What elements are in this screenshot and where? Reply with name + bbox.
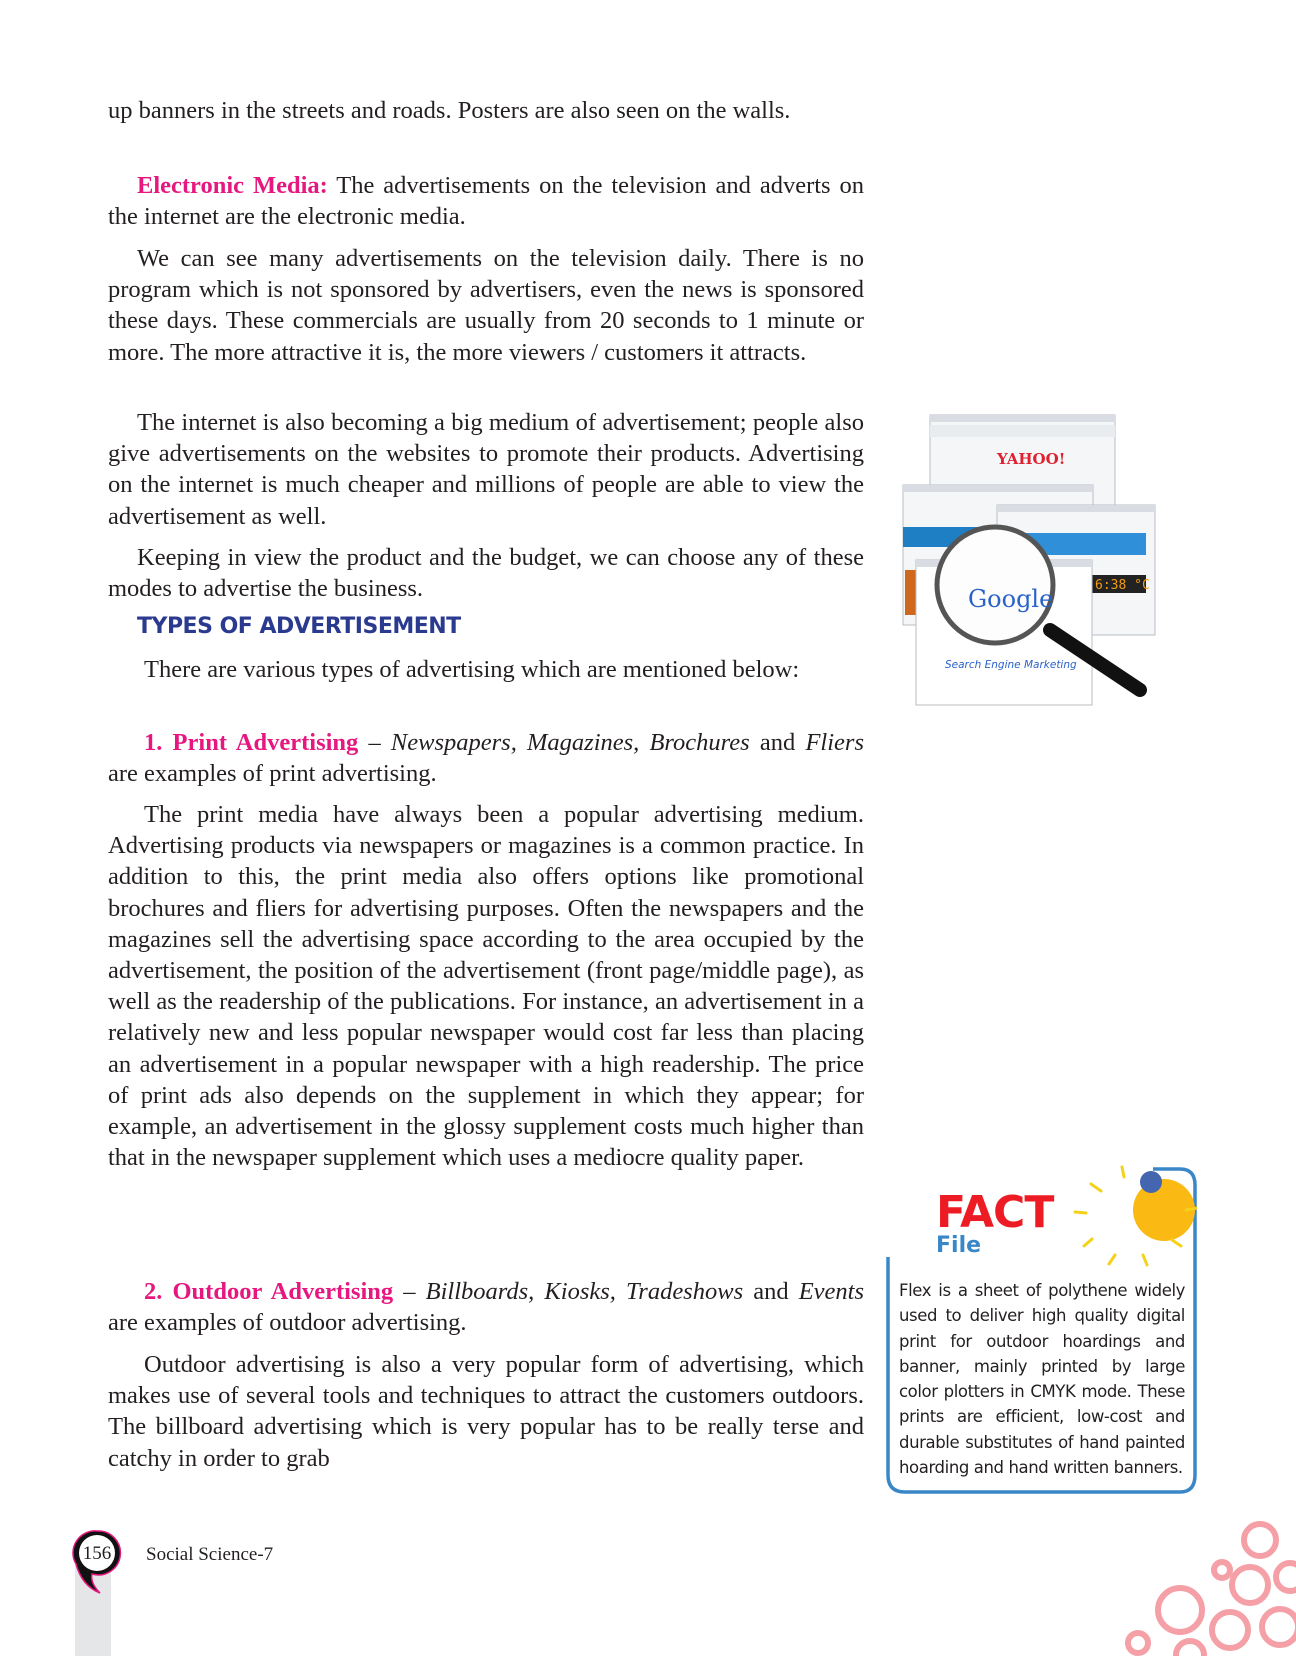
decorative-bubbles <box>1120 1515 1296 1656</box>
paragraph-text: are examples of print advertising. <box>108 760 437 788</box>
fact-file-box <box>885 1165 1197 1495</box>
paragraph-outdoor-description <box>108 1349 864 1474</box>
paragraph-print-advertising <box>108 727 864 789</box>
paragraph-text: The print media have always been a popular advertising medium. Advertising products via newspapers or magazines is a common practice. In addition to this, the print media also offers options like promotional brochures and fliers for advertising purposes. Often the newspapers and the magazines sell the advertising space according to the area occupied by the advertisement, the position of the advertisement (front page/middle page), as well as the readership of the publications. For instance, an advertisement in a relatively new and less popular newspaper would cost far less than placing an advertisement in a popular newspaper with a high readership. The price of print ads also depends on the supplement in which they appear; for example, an advertisement in the glossy supplement costs much higher than that in the newspaper supplement which uses a mediocre quality paper. <box>108 801 864 1172</box>
paragraph-electronic-media <box>108 170 864 232</box>
conjunction: and <box>743 1278 799 1305</box>
svg-text:6:38 °C: 6:38 °C <box>1095 578 1150 593</box>
conjunction: and <box>749 729 806 756</box>
paragraph-print-media <box>108 799 864 1173</box>
fact-text: Flex is a sheet of polythene widely used to deliver high quality digital print for outdoor hoardings and banner, mainly printed by large color plotters in CMYK mode. These prints are efficient, low-cost and durable substitutes of hand painted hoarding and hand written banners. <box>899 1281 1185 1478</box>
paragraph-outdoor-advertising <box>108 1276 864 1338</box>
paragraph-text: The internet is also becoming a big medium of advertisement; people also give advertisements on the websites to promote their products. Advertising on the internet is much cheaper and millions of people are able to view the advertisement as well. <box>108 409 864 530</box>
book-title: Social Science-7 <box>146 1544 274 1565</box>
figure-caption: Search Engine Marketing <box>945 659 1077 671</box>
paragraph-text: are examples of outdoor advertising. <box>108 1309 467 1337</box>
paragraph-types-intro <box>108 654 864 685</box>
yahoo-logo: YAHOO! <box>997 450 1066 468</box>
page-number: 156 <box>82 1543 112 1564</box>
paragraph-text: Outdoor advertising is also a very popular form of advertising, which makes use of several tools and techniques to attract the customers outdoors. The billboard advertising which is very popular has to be really terse and catchy in order to grab <box>108 1351 864 1472</box>
dash: – <box>393 1278 426 1305</box>
paragraph-budget <box>108 542 864 604</box>
search-engine-marketing-image <box>900 405 1190 710</box>
fact-title: FACT <box>936 1187 1054 1238</box>
examples-italic: Fliers <box>805 729 864 756</box>
paragraph-text: We can see many advertisements on the television daily. There is no program which is not sponsored by advertisers, even the news is sponsored these days. These commercials are usually from 20 seconds to 1 minute or more. The more attractive it is, the more viewers / customers it attracts. <box>108 245 864 366</box>
paragraph-text: Keeping in view the product and the budget, we can choose any of these modes to advertise the business. <box>108 544 864 603</box>
paragraph-text: There are various types of advertising which are mentioned below: <box>144 656 800 683</box>
examples-italic: Events <box>798 1278 865 1305</box>
paragraph-text: The advertisements on the television and adverts on the internet are the electronic media. <box>108 172 864 231</box>
fact-subtitle: File <box>936 1233 982 1258</box>
section-heading: TYPES OF ADVERTISEMENT <box>137 614 461 639</box>
examples-italic: Newspapers, Magazines, Brochures <box>390 729 750 756</box>
dash: – <box>358 729 391 756</box>
term-electronic-media: Electronic Media: <box>137 172 328 199</box>
term-outdoor-advertising: 2. Outdoor Advertising <box>144 1278 394 1305</box>
term-print-advertising: 1. Print Advertising <box>144 729 359 756</box>
paragraph-text: up banners in the streets and roads. Posters are also seen on the walls. <box>108 97 791 124</box>
paragraph-internet <box>108 407 864 532</box>
google-logo: Google <box>968 585 1054 613</box>
paragraph-posters <box>108 95 864 126</box>
paragraph-television <box>108 243 864 368</box>
examples-italic: Billboards, Kiosks, Tradeshows <box>425 1278 744 1305</box>
